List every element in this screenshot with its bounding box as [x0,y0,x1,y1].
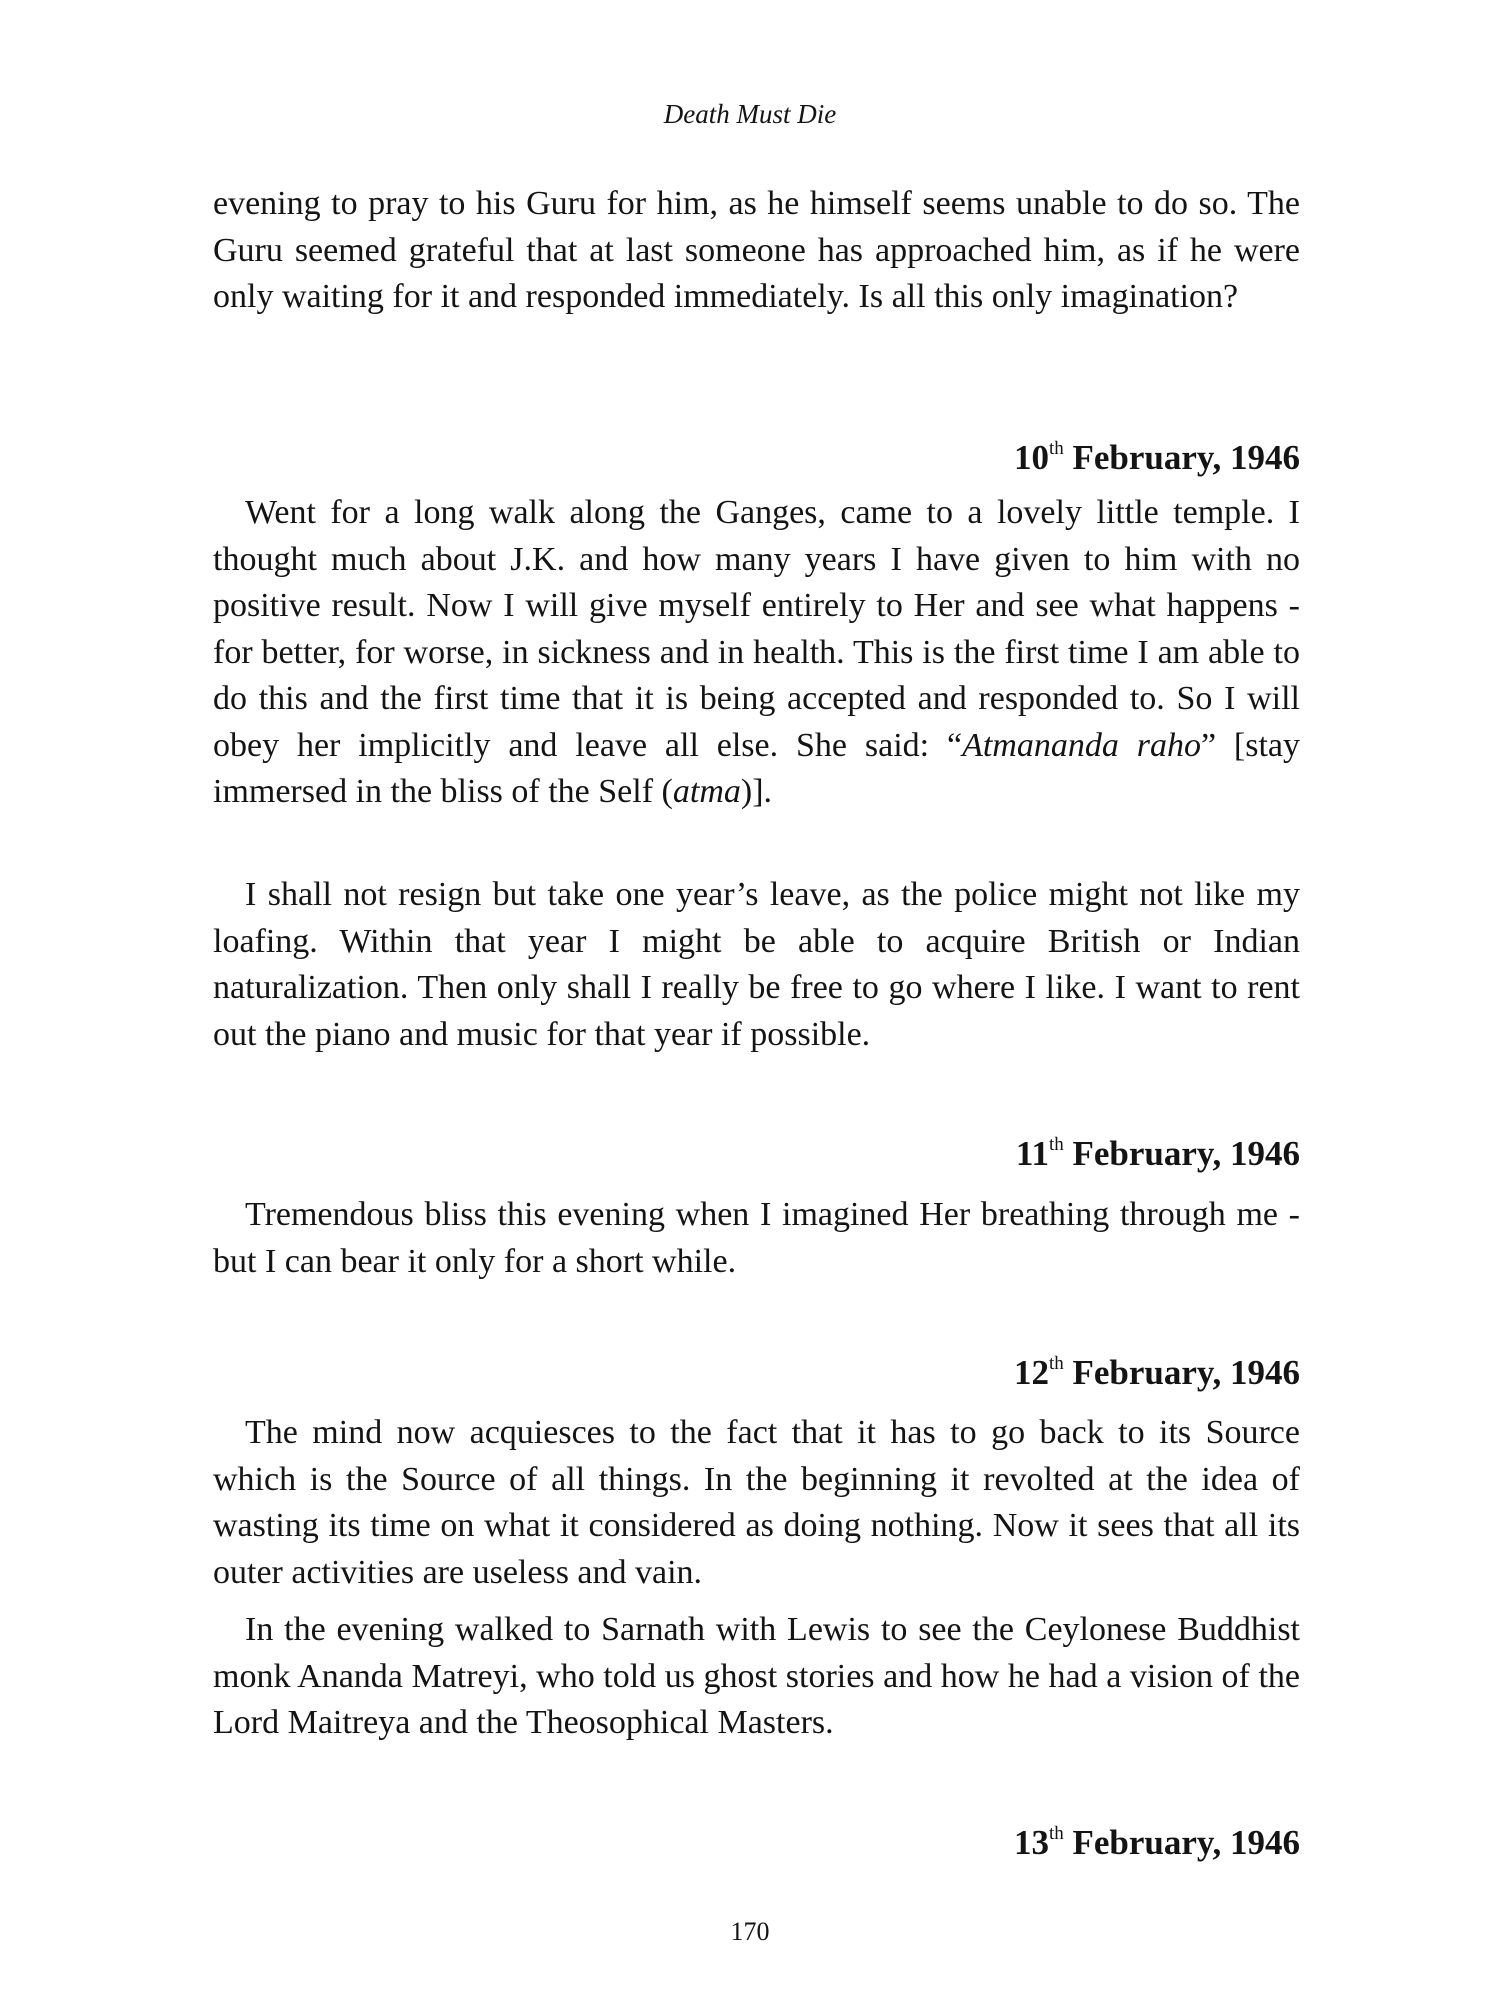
entry-paragraph [213,490,1300,816]
entry-day: 13 [1013,1823,1049,1862]
paragraph-text: Went for a long walk along the Ganges, came to a lovely little temple. I thought much about J.K. and how many years I have given to him with no positive result. Now I will give myself entirely to Her and see what happens - for better, for worse, in sickness and in health. This is the first time I am able to do this and the first time that it is being accepted and responded to. So I will obey her implicitly and leave all else. She said: “ [213,494,1300,764]
entry-date-heading [1014,435,1300,481]
intro-paragraph: evening to pray to his Guru for him, as he himself seems unable to do so. The Guru seemed grateful that at last someone has approached him, as if he were only waiting for it and responded immediately. Is all this only imagination? [213,185,1300,315]
entry-day: 10 [1013,438,1049,477]
entry-paragraph: Tremendous bliss this evening when I imagined Her breathing through me - but I can bear it only for a short while. [213,1196,1300,1280]
page-number: 170 [730,1917,770,1946]
entry-month-year: February, 1946 [1072,1134,1300,1173]
entry-month-year: February, 1946 [1072,1823,1300,1862]
italic-word: atma [672,773,741,810]
entry-paragraph: The mind now acquiesces to the fact that it has to go back to its Source which is the Source of all things. In the beginning it revolted at the idea of wasting its time on what it considered as doing nothing. Now it sees that all its outer activities are useless and vain. [213,1414,1300,1591]
entry-day-suffix: th [1048,1823,1064,1844]
entry-date-heading [1014,1820,1300,1866]
entry-month-year: February, 1946 [1072,438,1300,477]
paragraph-text: ” [stay immersed in the bliss of the Self ( [213,726,1300,810]
italic-phrase: Atmananda raho [962,726,1201,764]
entry-date-heading [1016,1131,1300,1177]
entry-day-suffix: th [1048,1134,1064,1155]
entry-day: 11 [1015,1134,1049,1173]
entry-paragraph: I shall not resign but take one year’s leave, as the police might not like my loafing. Within that year I might be able to acquire British or Indian naturalization. Then only shall I really be free to go where I like. I want to rent out the piano and music for that year if possible. [213,876,1300,1053]
entry-month-year: February, 1946 [1072,1353,1300,1392]
entry-paragraph: In the evening walked to Sarnath with Lewis to see the Ceylonese Buddhist monk Ananda Matreyi, who told us ghost stories and how he had a vision of the Lord Maitreya and the Theosophical Masters. [213,1611,1300,1741]
entry-date-heading [1014,1350,1300,1396]
paragraph-text: )]. [740,773,773,810]
entry-day-suffix: th [1048,438,1064,459]
entry-day-suffix: th [1048,1353,1064,1374]
running-head: Death Must Die [663,99,837,129]
entry-day: 12 [1013,1353,1049,1392]
